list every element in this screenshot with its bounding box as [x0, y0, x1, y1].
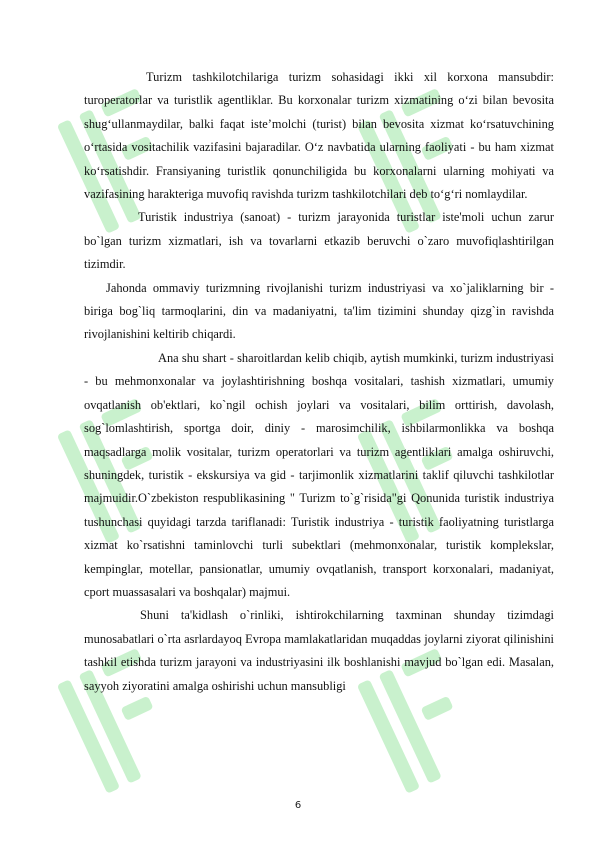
paragraph: Shuni ta'kidlash o`rinliki, ishtirokchilarning taxminan shunday tizimdagi munosabatlari o`rta asrlardayoq Evropa mamlakatlaridan muqaddas joylarni ziyorat qilinishini tashkil etishda turizm jarayoni va industriyasini ilk boshlanishi mavjud bo`lgan edi. Masalan, sayyoh ziyoratini amalga oshirishi uchun mansubligi — [84, 608, 554, 693]
paragraph: Turistik industriya (sanoat) - turizm jarayonida turistlar iste'moli uchun zarur bo`lgan turizm xizmatlari, ish va tovarlarni etkazib beruvchi o`zaro muvofiqlashtirilgan tizimdir. — [84, 210, 554, 272]
paragraph: Jahonda ommaviy turizmning rivojlanishi turizm industriyasi va xo`jaliklarning bir - biriga bog`liq tarmoqlarini, din va madaniyatni, ta'lim tizimini shunday qizg`in ravishda rivojlanishini keltirib chiqardi. — [84, 280, 554, 342]
page-number: 6 — [294, 800, 302, 811]
paragraph: Turizm tashkilotchilariga turizm sohasidagi ikki xil korxona mansubdir: turoperatorlar va turistlik agentliklar. Bu korxonalar turizm xizmatining o‘zi bilan bevosita shug‘ullanmaydilar, balki faqat iste’molchi (turist) bilan bevosita xizmat ko‘rsatuvchining o‘rtasida vositachilik vazifasini bajaradilar. O‘z navbatida ularning faoliyati - bu ham xizmat ko‘rsatishdir. Fransiyaning turistlik qonunchiligida bu korxonalarni ularning mohiyati va vazifasining harakteriga muvofiq ravishda turizm tashkilotchilari deb to‘g‘ri nomlaydilar. — [84, 70, 554, 202]
paragraph: Ana shu shart - sharoitlardan kelib chiqib, aytish mumkinki, turizm industriyasi - bu mehmonxonalar va joylashtirishning boshqa vositalari, tashish xizmatlari, umumiy ovqatlanish ob'ektlari, ko`ngil ochish joylari va vositalari, bilim orttirish, davolash, sog`lomlashtirish, sportga doir, diniy - marosimchilik, ishbilarmonlikka va boshqa maqsadlarga molik vositalar, turizm operatorlari va turizm agentliklari amalga oshiruvchi, shuningdek, turistik - ekskursiya va gid - tarjimonlik xizmatlarini taklif qiluvchi tashkilotlar majmuidir.O`zbekiston respublikasining " Turizm to`g`risida"gi Qonunida turistik industriya tushunchasi quyidagi tarzda tariflanadi: Turistik industriya - turistik faoliyatning turistlarga xizmat ko`rsatishni taminlovchi turli subektlari (mehmonxonalar, turistik komplekslar, kempinglar, motellar, pansionatlar, umumiy ovqatlanish, transport korxonalari, madaniyat, cport muassasalari va boshqalar) majmui. — [84, 350, 554, 599]
page-body — [84, 66, 554, 698]
